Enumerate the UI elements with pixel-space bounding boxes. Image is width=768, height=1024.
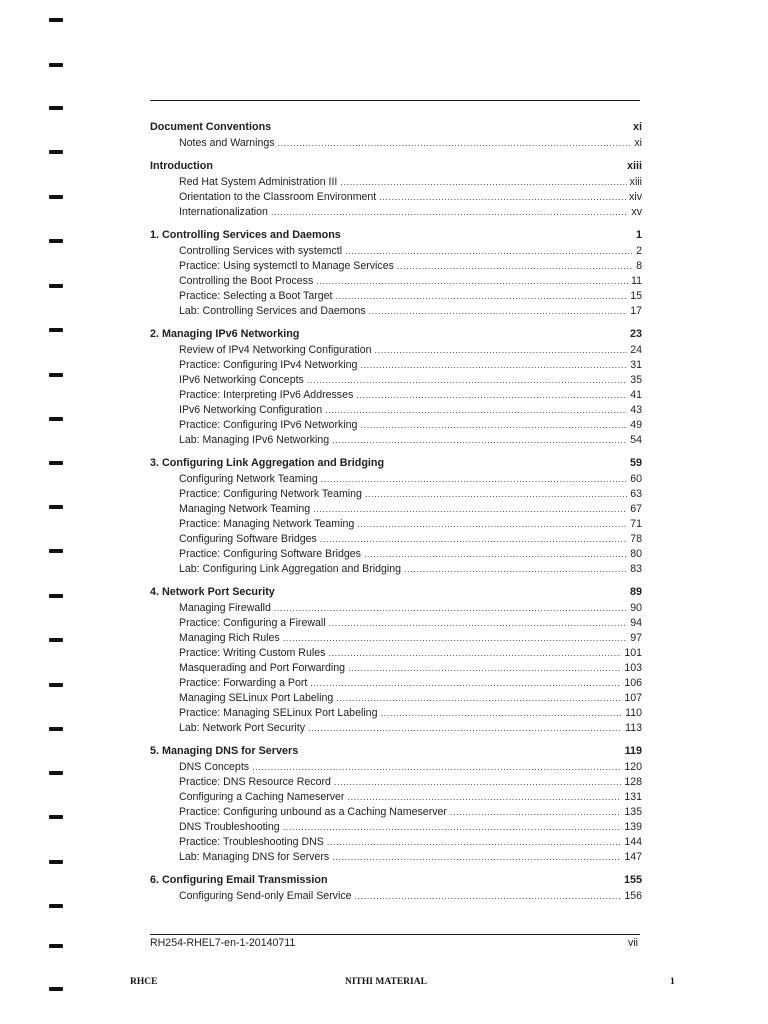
chapter-title: Introduction xyxy=(150,160,213,172)
toc-entry-label: Configuring Software Bridges xyxy=(179,533,317,545)
toc-entry-label: Managing Network Teaming xyxy=(179,503,311,515)
toc-entry[interactable] xyxy=(150,790,642,805)
table-of-contents xyxy=(150,119,642,911)
toc-entry[interactable] xyxy=(150,487,642,502)
toc-entry-label: Practice: Configuring unbound as a Caching Nameserver xyxy=(179,806,447,818)
toc-entry-page-number: 15 xyxy=(630,290,642,302)
toc-entry[interactable] xyxy=(150,517,642,532)
chapter-page-number: 23 xyxy=(629,328,642,340)
toc-entry-page-number: 11 xyxy=(631,275,642,287)
toc-entry-label: Notes and Warnings xyxy=(179,137,275,149)
toc-entry[interactable] xyxy=(150,760,642,775)
toc-chapter xyxy=(150,584,642,736)
page-number: vii xyxy=(627,937,638,949)
toc-entry-page-number: xiv xyxy=(629,191,642,203)
dot-leader xyxy=(307,373,627,388)
dot-leader xyxy=(360,358,627,373)
binding-mark xyxy=(49,461,63,465)
chapter-title: Document Conventions xyxy=(150,121,272,133)
toc-entry[interactable] xyxy=(150,190,642,205)
toc-entry[interactable] xyxy=(150,403,642,418)
dot-leader xyxy=(355,889,622,904)
toc-entry-page-number: xi xyxy=(634,137,642,149)
chapter-title: 3. Configuring Link Aggregation and Bridging xyxy=(150,457,385,469)
chapter-page-number: xi xyxy=(632,121,642,133)
toc-entry-page-number: 8 xyxy=(636,260,642,272)
toc-entry-page-number: xiii xyxy=(629,176,642,188)
dot-leader xyxy=(375,343,628,358)
dot-leader xyxy=(345,244,633,259)
toc-entry-label: Lab: Network Port Security xyxy=(179,722,305,734)
toc-entry-label: Practice: Interpreting IPv6 Addresses xyxy=(179,389,354,401)
toc-entry-label: Managing Rich Rules xyxy=(179,632,280,644)
binding-mark xyxy=(49,594,63,598)
binding-mark xyxy=(49,18,63,22)
toc-entry-label: DNS Troubleshooting xyxy=(179,821,280,833)
binding-mark xyxy=(49,771,63,775)
dot-leader xyxy=(356,388,627,403)
document-id: RH254-RHEL7-en-1-20140711 xyxy=(150,937,296,949)
toc-entry[interactable] xyxy=(150,631,642,646)
dot-leader xyxy=(347,790,621,805)
toc-entry-label: Practice: Configuring IPv4 Networking xyxy=(179,359,358,371)
toc-entry[interactable] xyxy=(150,601,642,616)
toc-entry-label: Managing Firewalld xyxy=(179,602,271,614)
binding-mark xyxy=(49,417,63,421)
toc-entry[interactable] xyxy=(150,676,642,691)
toc-chapter-heading[interactable] xyxy=(150,326,642,343)
toc-entry-label: Configuring a Caching Nameserver xyxy=(179,791,345,803)
binding-mark xyxy=(49,860,63,864)
toc-entry[interactable] xyxy=(150,532,642,547)
binding-mark xyxy=(49,638,63,642)
toc-entry-page-number: 147 xyxy=(624,851,642,863)
binding-mark xyxy=(49,815,63,819)
binding-mark xyxy=(49,239,63,243)
toc-entry-label: Practice: Managing SELinux Port Labeling xyxy=(179,707,378,719)
toc-chapter-heading[interactable] xyxy=(150,158,642,175)
toc-entry[interactable] xyxy=(150,706,642,721)
footer-rule xyxy=(150,934,640,935)
dot-leader xyxy=(327,835,621,850)
toc-entry[interactable] xyxy=(150,136,642,151)
toc-entry[interactable] xyxy=(150,502,642,517)
toc-entry-label: Practice: DNS Resource Record xyxy=(179,776,331,788)
dot-leader xyxy=(364,547,627,562)
toc-entry-label: Configuring Send-only Email Service xyxy=(179,890,352,902)
binding-mark xyxy=(49,373,63,377)
toc-chapter xyxy=(150,743,642,865)
toc-entry-page-number: 103 xyxy=(624,662,642,674)
toc-chapter xyxy=(150,227,642,319)
toc-entry-page-number: 97 xyxy=(630,632,642,644)
toc-entry-page-number: 54 xyxy=(630,434,642,446)
binding-mark xyxy=(49,505,63,509)
scan-page-number: 1 xyxy=(670,977,675,987)
toc-entry-page-number: 43 xyxy=(630,404,642,416)
binding-mark xyxy=(49,195,63,199)
dot-leader xyxy=(397,259,633,274)
toc-entry-label: Practice: Selecting a Boot Target xyxy=(179,290,333,302)
toc-entry[interactable] xyxy=(150,691,642,706)
toc-entry[interactable] xyxy=(150,358,642,373)
dot-leader xyxy=(360,418,627,433)
toc-entry[interactable] xyxy=(150,418,642,433)
toc-entry-page-number: 106 xyxy=(624,677,642,689)
toc-entry-label: Controlling the Boot Process xyxy=(179,275,314,287)
dot-leader xyxy=(308,721,622,736)
watermark-center: NITHI MATERIAL xyxy=(345,977,427,987)
toc-entry-label: Practice: Using systemctl to Manage Services xyxy=(179,260,394,272)
dot-leader xyxy=(325,403,627,418)
toc-entry-label: Practice: Configuring IPv6 Networking xyxy=(179,419,358,431)
toc-entry[interactable] xyxy=(150,547,642,562)
binding-mark xyxy=(49,987,63,991)
binding-mark xyxy=(49,683,63,687)
toc-entry-page-number: 110 xyxy=(625,707,642,719)
binding-mark xyxy=(49,150,63,154)
toc-entry-label: Red Hat System Administration III xyxy=(179,176,338,188)
toc-entry[interactable] xyxy=(150,721,642,736)
toc-entry-page-number: 135 xyxy=(624,806,642,818)
dot-leader xyxy=(320,532,627,547)
toc-entry[interactable] xyxy=(150,205,642,220)
chapter-title: 2. Managing IPv6 Networking xyxy=(150,328,300,340)
toc-entry-label: Lab: Controlling Services and Daemons xyxy=(179,305,366,317)
toc-entry[interactable] xyxy=(150,373,642,388)
toc-entry-label: Practice: Configuring Network Teaming xyxy=(179,488,362,500)
toc-entry-page-number: 35 xyxy=(630,374,642,386)
toc-chapter xyxy=(150,326,642,448)
toc-entry-label: Orientation to the Classroom Environment xyxy=(179,191,377,203)
chapter-title: 5. Managing DNS for Servers xyxy=(150,745,299,757)
toc-entry-label: Lab: Configuring Link Aggregation and Bridging xyxy=(179,563,402,575)
toc-entry[interactable] xyxy=(150,175,642,190)
toc-entry[interactable] xyxy=(150,820,642,835)
toc-entry[interactable] xyxy=(150,433,642,448)
toc-entry[interactable] xyxy=(150,274,642,289)
chapter-page-number: 119 xyxy=(624,745,642,757)
toc-entry[interactable] xyxy=(150,472,642,487)
toc-chapter xyxy=(150,158,642,220)
dot-leader xyxy=(450,805,621,820)
dot-leader xyxy=(274,601,627,616)
dot-leader xyxy=(328,646,621,661)
toc-entry[interactable] xyxy=(150,289,642,304)
toc-entry-page-number: 128 xyxy=(624,776,642,788)
binding-hole-marks xyxy=(0,0,70,1024)
toc-entry[interactable] xyxy=(150,562,642,577)
toc-entry-page-number: 139 xyxy=(624,821,642,833)
toc-entry[interactable] xyxy=(150,259,642,274)
toc-entry[interactable] xyxy=(150,835,642,850)
toc-chapter xyxy=(150,455,642,577)
toc-entry-label: Masquerading and Port Forwarding xyxy=(179,662,346,674)
binding-mark xyxy=(49,63,63,67)
dot-leader xyxy=(321,472,627,487)
toc-entry-page-number: 131 xyxy=(624,791,642,803)
dot-leader xyxy=(316,274,628,289)
dot-leader xyxy=(278,136,632,151)
toc-entry[interactable] xyxy=(150,850,642,865)
dot-leader xyxy=(332,433,627,448)
toc-entry-label: DNS Concepts xyxy=(179,761,250,773)
toc-entry[interactable] xyxy=(150,244,642,259)
toc-entry-page-number: 156 xyxy=(624,890,642,902)
toc-entry-page-number: 107 xyxy=(624,692,642,704)
toc-chapter xyxy=(150,119,642,151)
dot-leader xyxy=(365,487,627,502)
dot-leader xyxy=(334,775,621,790)
toc-entry-label: Review of IPv4 Networking Configuration xyxy=(179,344,372,356)
dot-leader xyxy=(336,289,628,304)
toc-entry-page-number: 94 xyxy=(630,617,642,629)
toc-entry-page-number: 49 xyxy=(630,419,642,431)
toc-entry-label: Internationalization xyxy=(179,206,268,218)
dot-leader xyxy=(404,562,627,577)
toc-entry-label: Lab: Managing DNS for Servers xyxy=(179,851,330,863)
binding-mark xyxy=(49,944,63,948)
toc-entry-page-number: xv xyxy=(631,206,642,218)
dot-leader xyxy=(271,205,628,220)
toc-entry-page-number: 83 xyxy=(630,563,642,575)
toc-entry-page-number: 90 xyxy=(630,602,642,614)
toc-entry-page-number: 78 xyxy=(630,533,642,545)
toc-entry-page-number: 67 xyxy=(630,503,642,515)
binding-mark xyxy=(49,904,63,908)
toc-entry-page-number: 120 xyxy=(624,761,642,773)
toc-entry-label: Configuring Network Teaming xyxy=(179,473,318,485)
chapter-page-number: xiii xyxy=(626,160,642,172)
chapter-title: 4. Network Port Security xyxy=(150,586,275,598)
toc-chapter-heading[interactable] xyxy=(150,227,642,244)
dot-leader xyxy=(380,706,622,721)
dot-leader xyxy=(310,676,621,691)
toc-entry[interactable] xyxy=(150,775,642,790)
toc-entry[interactable] xyxy=(150,646,642,661)
toc-entry-page-number: 80 xyxy=(630,548,642,560)
toc-entry-label: Practice: Configuring Software Bridges xyxy=(179,548,361,560)
chapter-title: 1. Controlling Services and Daemons xyxy=(150,229,341,241)
toc-chapter-heading[interactable] xyxy=(150,584,642,601)
toc-entry-label: IPv6 Networking Concepts xyxy=(179,374,304,386)
dot-leader xyxy=(357,517,627,532)
dot-leader xyxy=(369,304,628,319)
toc-chapter-heading[interactable] xyxy=(150,743,642,760)
toc-entry-page-number: 2 xyxy=(636,245,642,257)
toc-entry-label: Practice: Forwarding a Port xyxy=(179,677,308,689)
toc-entry[interactable] xyxy=(150,616,642,631)
binding-mark xyxy=(49,727,63,731)
toc-chapter-heading[interactable] xyxy=(150,872,642,889)
toc-entry-page-number: 41 xyxy=(630,389,642,401)
toc-entry-page-number: 60 xyxy=(630,473,642,485)
toc-entry-label: Lab: Managing IPv6 Networking xyxy=(179,434,330,446)
toc-entry-page-number: 24 xyxy=(630,344,642,356)
toc-entry-label: Managing SELinux Port Labeling xyxy=(179,692,334,704)
binding-mark xyxy=(49,549,63,553)
toc-entry-label: Practice: Managing Network Teaming xyxy=(179,518,355,530)
dot-leader xyxy=(252,760,621,775)
toc-entry[interactable] xyxy=(150,889,642,904)
toc-entry-page-number: 71 xyxy=(630,518,642,530)
toc-entry[interactable] xyxy=(150,343,642,358)
dot-leader xyxy=(283,820,622,835)
binding-mark xyxy=(49,106,63,110)
toc-entry-label: Practice: Troubleshooting DNS xyxy=(179,836,324,848)
chapter-title: 6. Configuring Email Transmission xyxy=(150,874,328,886)
toc-entry-label: Controlling Services with systemctl xyxy=(179,245,343,257)
toc-entry-page-number: 17 xyxy=(630,305,642,317)
toc-entry-label: Practice: Writing Custom Rules xyxy=(179,647,326,659)
dot-leader xyxy=(313,502,627,517)
binding-mark xyxy=(49,284,63,288)
watermark-left: RHCE xyxy=(130,977,158,987)
toc-entry-label: IPv6 Networking Configuration xyxy=(179,404,323,416)
dot-leader xyxy=(336,691,621,706)
toc-entry-page-number: 144 xyxy=(624,836,642,848)
dot-leader xyxy=(348,661,621,676)
dot-leader xyxy=(329,616,628,631)
dot-leader xyxy=(332,850,621,865)
dot-leader xyxy=(340,175,626,190)
toc-entry-page-number: 101 xyxy=(624,647,642,659)
toc-entry-page-number: 31 xyxy=(630,359,642,371)
dot-leader xyxy=(379,190,626,205)
chapter-page-number: 59 xyxy=(629,457,642,469)
chapter-page-number: 1 xyxy=(635,229,642,241)
toc-chapter-heading[interactable] xyxy=(150,455,642,472)
toc-entry[interactable] xyxy=(150,661,642,676)
toc-chapter-heading[interactable] xyxy=(150,119,642,136)
toc-entry[interactable] xyxy=(150,805,642,820)
chapter-page-number: 155 xyxy=(623,874,642,886)
toc-entry-page-number: 63 xyxy=(630,488,642,500)
toc-chapter xyxy=(150,872,642,904)
toc-entry[interactable] xyxy=(150,388,642,403)
toc-entry[interactable] xyxy=(150,304,642,319)
dot-leader xyxy=(283,631,628,646)
chapter-page-number: 89 xyxy=(629,586,642,598)
toc-entry-label: Practice: Configuring a Firewall xyxy=(179,617,326,629)
toc-entry-page-number: 113 xyxy=(625,722,642,734)
binding-mark xyxy=(49,328,63,332)
header-rule xyxy=(150,100,640,101)
